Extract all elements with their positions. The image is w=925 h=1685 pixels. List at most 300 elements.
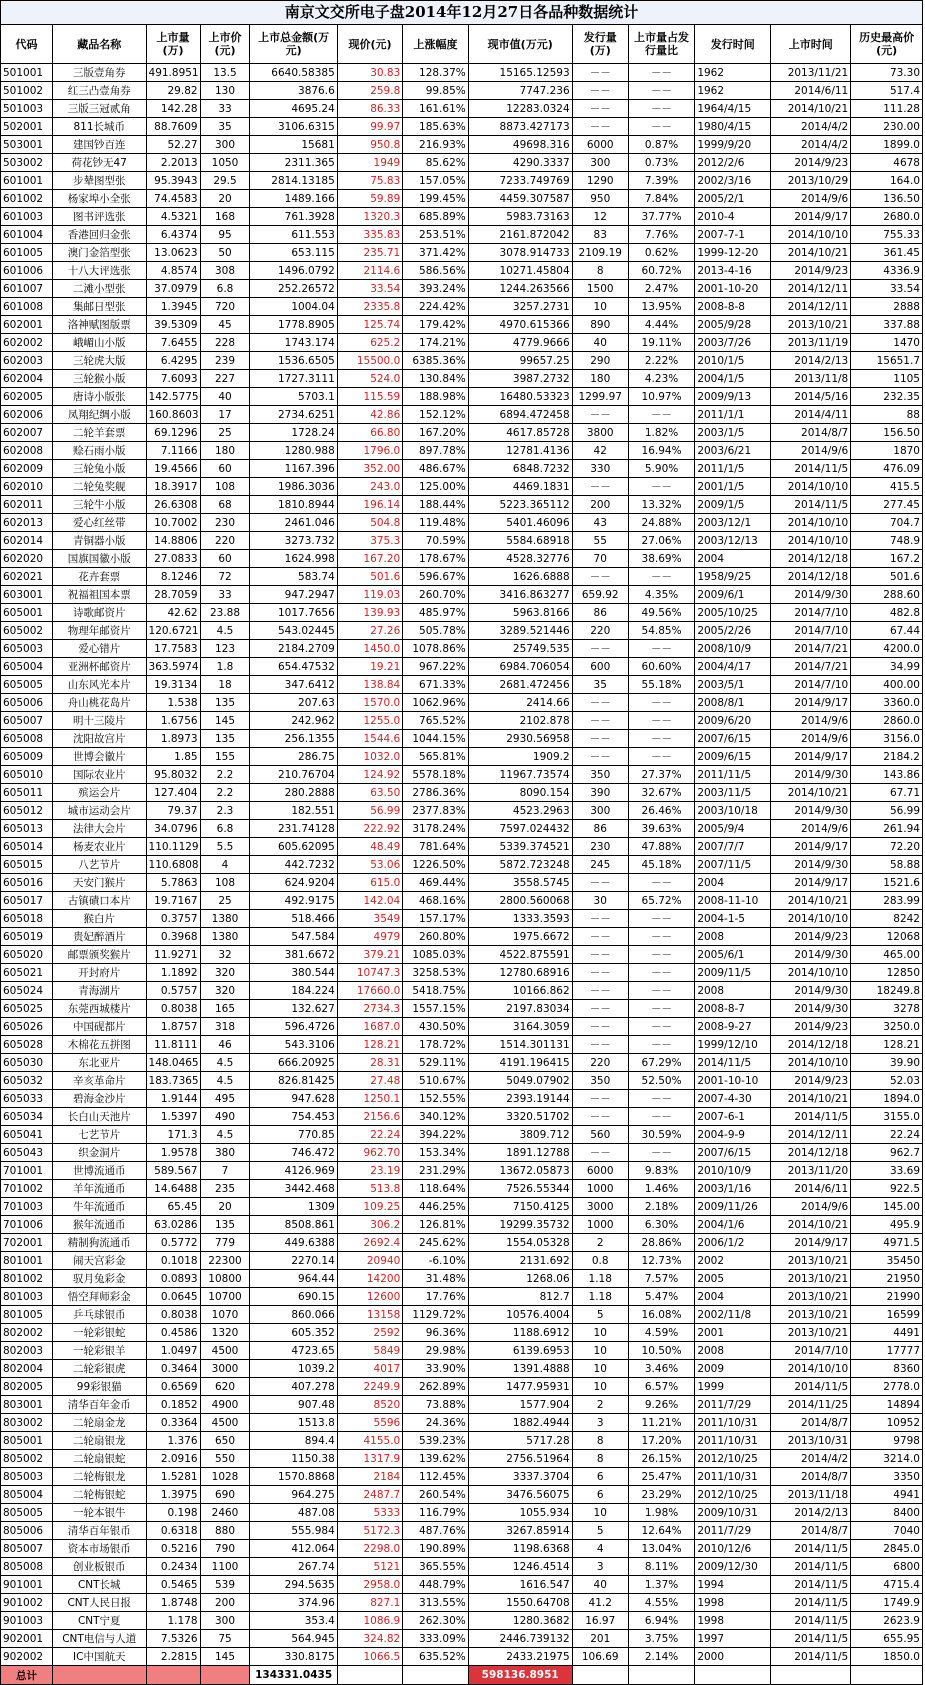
total-cell-empty — [572, 1666, 628, 1685]
cell-ratio: 23.29% — [628, 1486, 695, 1504]
cell-code: 605032 — [1, 1072, 53, 1090]
cell-market-value: 1975.6672 — [468, 928, 572, 946]
cell-listed-price: 239 — [200, 352, 250, 370]
cell-code: 501003 — [1, 100, 53, 118]
table-row — [1, 820, 923, 838]
cell-listed-price: 4.5 — [200, 1126, 250, 1144]
cell-current-price: 124.92 — [337, 766, 402, 784]
cell-listed-amount: 492.9175 — [250, 892, 337, 910]
cell-listed-price: 228 — [200, 334, 250, 352]
cell-historical-high: 232.35 — [851, 388, 923, 406]
cell-market-value: 4459.307587 — [468, 190, 572, 208]
cell-listed-qty: 0.8038 — [146, 1000, 200, 1018]
cell-current-price: 139.93 — [337, 604, 402, 622]
cell-ratio: 49.56% — [628, 604, 695, 622]
cell-ratio: －－ — [628, 748, 695, 766]
cell-market-value: 1514.301131 — [468, 1036, 572, 1054]
cell-listed-amount: 4695.24 — [250, 100, 337, 118]
cell-code: 805008 — [1, 1558, 53, 1576]
cell-name: 猴白片 — [52, 910, 146, 928]
cell-issue-date: 2003/1/5 — [695, 424, 771, 442]
cell-historical-high: 4971.5 — [851, 1234, 923, 1252]
cell-listing-date: 2014/11/25 — [771, 1396, 851, 1414]
cell-listing-date: 2014/10/21 — [771, 100, 851, 118]
cell-listed-amount: 555.984 — [250, 1522, 337, 1540]
cell-listed-qty: 13.0623 — [146, 244, 200, 262]
cell-listed-price: 60 — [200, 460, 250, 478]
cell-historical-high: 3155.0 — [851, 1108, 923, 1126]
cell-listed-price: 68 — [200, 496, 250, 514]
cell-increase: 1085.03% — [403, 946, 468, 964]
cell-market-value: 7150.4125 — [468, 1198, 572, 1216]
cell-name: 青铜器小版 — [52, 532, 146, 550]
table-row — [1, 208, 923, 226]
cell-code: 605010 — [1, 766, 53, 784]
cell-current-price: 513.8 — [337, 1180, 402, 1198]
cell-ratio: 13.04% — [628, 1540, 695, 1558]
cell-code: 803002 — [1, 1414, 53, 1432]
cell-listing-date: 2014/11/5 — [771, 1612, 851, 1630]
cell-issue-qty: －－ — [572, 928, 628, 946]
cell-listed-price: 4500 — [200, 1342, 250, 1360]
cell-issue-date: 2009/12/30 — [695, 1558, 771, 1576]
cell-current-price: 119.03 — [337, 586, 402, 604]
cell-name: 爱心错片 — [52, 640, 146, 658]
cell-historical-high: 476.09 — [851, 460, 923, 478]
cell-listing-date: 2014/10/10 — [771, 1360, 851, 1378]
cell-historical-high: 128.21 — [851, 1036, 923, 1054]
cell-listing-date: 2013/10/29 — [771, 172, 851, 190]
cell-listed-qty: 7.1166 — [146, 442, 200, 460]
cell-current-price: 22.24 — [337, 1126, 402, 1144]
cell-market-value: 12781.4136 — [468, 442, 572, 460]
cell-name: 一轮彩银蛇 — [52, 1324, 146, 1342]
cell-name: 乒乓球银币 — [52, 1306, 146, 1324]
cell-issue-date: 2001-10-20 — [695, 280, 771, 298]
cell-historical-high: 35450 — [851, 1252, 923, 1270]
cell-current-price: 23.19 — [337, 1162, 402, 1180]
table-row — [1, 1288, 923, 1306]
table-row — [1, 1000, 923, 1018]
cell-historical-high: 230.00 — [851, 118, 923, 136]
cell-historical-high: 3350 — [851, 1468, 923, 1486]
cell-market-value: 6984.706054 — [468, 658, 572, 676]
cell-historical-high: 2623.9 — [851, 1612, 923, 1630]
cell-listing-date: 2014/12/18 — [771, 550, 851, 568]
cell-listed-amount: 1004.04 — [250, 298, 337, 316]
cell-market-value: 1616.547 — [468, 1576, 572, 1594]
cell-listing-date: 2014/12/18 — [771, 1144, 851, 1162]
cell-listed-price: 720 — [200, 298, 250, 316]
cell-listed-qty: 363.5974 — [146, 658, 200, 676]
cell-increase: 85.62% — [403, 154, 468, 172]
cell-issue-date: 2005/9/28 — [695, 316, 771, 334]
cell-listed-amount: 907.48 — [250, 1396, 337, 1414]
cell-listed-qty: 0.6569 — [146, 1378, 200, 1396]
cell-listed-amount: 654.47532 — [250, 658, 337, 676]
cell-issue-date: 2009/6/1 — [695, 586, 771, 604]
cell-listed-price: 20 — [200, 190, 250, 208]
cell-listing-date: 2014/12/11 — [771, 298, 851, 316]
cell-issue-qty: 40 — [572, 1576, 628, 1594]
cell-listing-date: 2013/10/21 — [771, 1252, 851, 1270]
cell-code: 605015 — [1, 856, 53, 874]
table-row — [1, 694, 923, 712]
cell-listed-price: 145 — [200, 712, 250, 730]
cell-issue-date: 1999 — [695, 1378, 771, 1396]
cell-listed-qty: 7.6455 — [146, 334, 200, 352]
cell-current-price: 1032.0 — [337, 748, 402, 766]
total-cell-empty — [403, 1666, 468, 1685]
cell-current-price: 625.2 — [337, 334, 402, 352]
cell-listed-price: 200 — [200, 1594, 250, 1612]
table-row — [1, 676, 923, 694]
cell-ratio: 13.32% — [628, 496, 695, 514]
cell-increase: 5578.18% — [403, 766, 468, 784]
cell-listed-amount: 1150.38 — [250, 1450, 337, 1468]
cell-increase: 586.56% — [403, 262, 468, 280]
cell-name: 舟山桃花岛片 — [52, 694, 146, 712]
cell-name: 二滩小型张 — [52, 280, 146, 298]
cell-code: 605001 — [1, 604, 53, 622]
cell-historical-high: 67.71 — [851, 784, 923, 802]
cell-listed-qty: 2.2815 — [146, 1648, 200, 1666]
cell-listed-amount: 280.2888 — [250, 784, 337, 802]
cell-market-value: 8090.154 — [468, 784, 572, 802]
cell-ratio: 27.06% — [628, 532, 695, 550]
cell-current-price: 30.83 — [337, 64, 402, 82]
cell-market-value: 2414.66 — [468, 694, 572, 712]
cell-current-price: 1796.0 — [337, 442, 402, 460]
cell-ratio: －－ — [628, 946, 695, 964]
cell-listed-amount: 330.8175 — [250, 1648, 337, 1666]
cell-market-value: 4970.615366 — [468, 316, 572, 334]
cell-increase: 118.64% — [403, 1180, 468, 1198]
cell-market-value: 4522.875591 — [468, 946, 572, 964]
table-row — [1, 172, 923, 190]
cell-listed-price: 4.5 — [200, 1072, 250, 1090]
cell-ratio: 55.18% — [628, 676, 695, 694]
cell-listed-price: 1028 — [200, 1468, 250, 1486]
cell-name: 凤翔纪绸小版 — [52, 406, 146, 424]
cell-ratio: －－ — [628, 64, 695, 82]
cell-listing-date: 2014/9/23 — [771, 928, 851, 946]
cell-market-value: 1244.263566 — [468, 280, 572, 298]
cell-listed-amount: 543.02445 — [250, 622, 337, 640]
cell-ratio: －－ — [628, 694, 695, 712]
cell-issue-qty: 201 — [572, 1630, 628, 1648]
cell-market-value: 7233.749769 — [468, 172, 572, 190]
cell-ratio: 54.85% — [628, 622, 695, 640]
cell-listed-amount: 1570.8868 — [250, 1468, 337, 1486]
cell-code: 605041 — [1, 1126, 53, 1144]
cell-name: 资本市场银币 — [52, 1540, 146, 1558]
cell-listed-qty: 26.6308 — [146, 496, 200, 514]
table-row — [1, 1342, 923, 1360]
cell-issue-qty: －－ — [572, 712, 628, 730]
cell-listing-date: 2013/11/20 — [771, 1162, 851, 1180]
cell-listed-qty: 95.3943 — [146, 172, 200, 190]
cell-listed-qty: 5.7863 — [146, 874, 200, 892]
cell-code: 602009 — [1, 460, 53, 478]
cell-name: 图书评选张 — [52, 208, 146, 226]
cell-increase: 178.67% — [403, 550, 468, 568]
cell-code: 605025 — [1, 1000, 53, 1018]
cell-name: 集邮日型张 — [52, 298, 146, 316]
cell-increase: 190.89% — [403, 1540, 468, 1558]
cell-issue-qty: 10 — [572, 1504, 628, 1522]
cell-issue-qty: 2109.19 — [572, 244, 628, 262]
cell-issue-qty: 42 — [572, 442, 628, 460]
cell-current-price: 14200 — [337, 1270, 402, 1288]
cell-issue-qty: －－ — [572, 1036, 628, 1054]
cell-listed-price: 1050 — [200, 154, 250, 172]
cell-listed-price: 168 — [200, 208, 250, 226]
cell-listed-qty: 110.1129 — [146, 838, 200, 856]
cell-issue-date: 2003/12/1 — [695, 514, 771, 532]
cell-historical-high: 755.33 — [851, 226, 923, 244]
cell-issue-qty: 1000 — [572, 1216, 628, 1234]
cell-listed-amount: 583.74 — [250, 568, 337, 586]
cell-listed-qty: 183.7365 — [146, 1072, 200, 1090]
cell-listing-date: 2013/10/21 — [771, 1324, 851, 1342]
cell-current-price: 235.71 — [337, 244, 402, 262]
cell-listed-qty: 160.8603 — [146, 406, 200, 424]
table-row — [1, 1396, 923, 1414]
cell-historical-high: 1521.6 — [851, 874, 923, 892]
cell-market-value: 2102.878 — [468, 712, 572, 730]
cell-issue-qty: 3000 — [572, 1198, 628, 1216]
cell-current-price: 1066.5 — [337, 1648, 402, 1666]
cell-listed-qty: 491.8951 — [146, 64, 200, 82]
cell-market-value: 3078.914733 — [468, 244, 572, 262]
cell-ratio: －－ — [628, 964, 695, 982]
cell-market-value: 1198.6368 — [468, 1540, 572, 1558]
table-row — [1, 856, 923, 874]
cell-current-price: 2156.6 — [337, 1108, 402, 1126]
cell-historical-high: 18249.8 — [851, 982, 923, 1000]
cell-issue-date: 2007-4-30 — [695, 1090, 771, 1108]
cell-listed-price: 227 — [200, 370, 250, 388]
cell-current-price: 128.21 — [337, 1036, 402, 1054]
cell-issue-date: 2008-8-8 — [695, 298, 771, 316]
total-cell-empty — [851, 1666, 923, 1685]
cell-name: 清华百年银币 — [52, 1522, 146, 1540]
cell-ratio: 5.47% — [628, 1288, 695, 1306]
cell-current-price: 504.8 — [337, 514, 402, 532]
cell-issue-qty: 10 — [572, 1360, 628, 1378]
cell-listed-price: 35 — [200, 118, 250, 136]
cell-listed-qty: 1.5281 — [146, 1468, 200, 1486]
cell-current-price: 2249.9 — [337, 1378, 402, 1396]
cell-issue-qty: －－ — [572, 568, 628, 586]
table-row — [1, 64, 923, 82]
cell-market-value: 1626.6888 — [468, 568, 572, 586]
cell-listed-qty: 2.2013 — [146, 154, 200, 172]
total-cell-empty — [200, 1666, 250, 1685]
cell-historical-high: 2888 — [851, 298, 923, 316]
cell-listing-date: 2014/10/10 — [771, 532, 851, 550]
cell-listed-qty: 69.1296 — [146, 424, 200, 442]
cell-historical-high: 136.50 — [851, 190, 923, 208]
cell-increase: 1062.96% — [403, 694, 468, 712]
cell-issue-qty: 12 — [572, 208, 628, 226]
cell-listed-price: 7 — [200, 1162, 250, 1180]
cell-code: 605008 — [1, 730, 53, 748]
cell-market-value: 6894.472458 — [468, 406, 572, 424]
cell-ratio: 2.47% — [628, 280, 695, 298]
cell-listed-price: 6.8 — [200, 820, 250, 838]
cell-listed-price: 690 — [200, 1486, 250, 1504]
cell-increase: 448.79% — [403, 1576, 468, 1594]
cell-issue-date: 1999/9/20 — [695, 136, 771, 154]
cell-code: 602014 — [1, 532, 53, 550]
cell-listed-amount: 564.945 — [250, 1630, 337, 1648]
cell-listed-qty: 74.4583 — [146, 190, 200, 208]
cell-listed-price: 2.2 — [200, 766, 250, 784]
cell-listing-date: 2014/2/13 — [771, 1504, 851, 1522]
table-row — [1, 550, 923, 568]
table-row — [1, 388, 923, 406]
cell-current-price: 222.92 — [337, 820, 402, 838]
cell-code: 605007 — [1, 712, 53, 730]
cell-ratio: 13.95% — [628, 298, 695, 316]
cell-listed-amount: 1536.6505 — [250, 352, 337, 370]
cell-historical-high: 482.8 — [851, 604, 923, 622]
cell-listed-qty: 18.3917 — [146, 478, 200, 496]
cell-issue-qty: －－ — [572, 640, 628, 658]
cell-code: 701003 — [1, 1198, 53, 1216]
cell-listed-qty: 42.62 — [146, 604, 200, 622]
cell-historical-high: 4200.0 — [851, 640, 923, 658]
cell-ratio: －－ — [628, 406, 695, 424]
cell-name: 法律大会片 — [52, 820, 146, 838]
cell-name: 三轮猴小版 — [52, 370, 146, 388]
cell-historical-high: 22.24 — [851, 1126, 923, 1144]
cell-historical-high: 8242 — [851, 910, 923, 928]
cell-name: 赊石雨小版 — [52, 442, 146, 460]
cell-listed-amount: 624.9204 — [250, 874, 337, 892]
cell-increase: 262.89% — [403, 1378, 468, 1396]
cell-historical-high: 1470 — [851, 334, 923, 352]
cell-ratio: 52.50% — [628, 1072, 695, 1090]
cell-listing-date: 2014/9/17 — [771, 748, 851, 766]
cell-issue-date: 1998 — [695, 1612, 771, 1630]
cell-issue-date: 2011/10/31 — [695, 1468, 771, 1486]
cell-increase: 128.37% — [403, 64, 468, 82]
cell-issue-date: 2011/10/31 — [695, 1432, 771, 1450]
cell-increase: 17.76% — [403, 1288, 468, 1306]
cell-ratio: 6.57% — [628, 1378, 695, 1396]
cell-increase: 253.51% — [403, 226, 468, 244]
cell-increase: 1078.86% — [403, 640, 468, 658]
cell-issue-qty: 30 — [572, 892, 628, 910]
cell-ratio: 7.76% — [628, 226, 695, 244]
cell-listed-price: 25 — [200, 892, 250, 910]
cell-increase: 510.67% — [403, 1072, 468, 1090]
cell-current-price: 4979 — [337, 928, 402, 946]
cell-issue-date: 2008-9-27 — [695, 1018, 771, 1036]
table-row — [1, 1198, 923, 1216]
cell-ratio: 32.67% — [628, 784, 695, 802]
cell-ratio: 7.39% — [628, 172, 695, 190]
cell-increase: 262.30% — [403, 1612, 468, 1630]
cell-code: 501001 — [1, 64, 53, 82]
cell-market-value: 10166.862 — [468, 982, 572, 1000]
cell-increase: 1044.15% — [403, 730, 468, 748]
cell-increase: 33.90% — [403, 1360, 468, 1378]
cell-listed-price: 50 — [200, 244, 250, 262]
cell-listed-amount: 1309 — [250, 1198, 337, 1216]
cell-issue-qty: －－ — [572, 946, 628, 964]
cell-listing-date: 2014/9/30 — [771, 946, 851, 964]
cell-listed-qty: 14.6488 — [146, 1180, 200, 1198]
cell-name: CNT人民日报 — [52, 1594, 146, 1612]
cell-code: 805004 — [1, 1486, 53, 1504]
cell-market-value: 2756.51964 — [468, 1450, 572, 1468]
cell-listing-date: 2013/11/8 — [771, 370, 851, 388]
cell-increase: 485.97% — [403, 604, 468, 622]
cell-ratio: 0.87% — [628, 136, 695, 154]
cell-code: 805006 — [1, 1522, 53, 1540]
cell-name: 三轮兔小版 — [52, 460, 146, 478]
col-header-historical-high: 历史最高价(元) — [851, 25, 923, 64]
cell-issue-date: 2011/1/5 — [695, 460, 771, 478]
cell-name: 悟空拜师彩金 — [52, 1288, 146, 1306]
cell-name: 开封府片 — [52, 964, 146, 982]
cell-ratio: 2.22% — [628, 352, 695, 370]
cell-increase: 365.55% — [403, 1558, 468, 1576]
cell-market-value: 2197.83034 — [468, 1000, 572, 1018]
cell-issue-qty: －－ — [572, 730, 628, 748]
cell-listing-date: 2014/10/10 — [771, 910, 851, 928]
cell-listed-qty: 0.1018 — [146, 1252, 200, 1270]
cell-issue-date: 2002 — [695, 1252, 771, 1270]
cell-current-price: 66.80 — [337, 424, 402, 442]
cell-issue-qty: 1299.97 — [572, 388, 628, 406]
cell-historical-high: 261.94 — [851, 820, 923, 838]
cell-listed-price: 235 — [200, 1180, 250, 1198]
cell-listed-amount: 442.7232 — [250, 856, 337, 874]
cell-issue-qty: 220 — [572, 1054, 628, 1072]
cell-increase: 185.63% — [403, 118, 468, 136]
cell-ratio: －－ — [628, 712, 695, 730]
cell-listed-amount: 754.453 — [250, 1108, 337, 1126]
cell-listing-date: 2014/11/5 — [771, 460, 851, 478]
cell-issue-qty: 230 — [572, 838, 628, 856]
cell-current-price: 335.83 — [337, 226, 402, 244]
cell-listed-amount: 184.224 — [250, 982, 337, 1000]
cell-issue-date: 2001-10-10 — [695, 1072, 771, 1090]
table-row — [1, 1468, 923, 1486]
cell-listed-qty: 142.28 — [146, 100, 200, 118]
cell-historical-high: 517.4 — [851, 82, 923, 100]
cell-ratio: 26.46% — [628, 802, 695, 820]
cell-listed-amount: 242.962 — [250, 712, 337, 730]
cell-historical-high: 9798 — [851, 1432, 923, 1450]
cell-listed-price: 1.8 — [200, 658, 250, 676]
cell-current-price: 75.83 — [337, 172, 402, 190]
cell-issue-qty: －－ — [572, 1090, 628, 1108]
cell-market-value: 2446.739132 — [468, 1630, 572, 1648]
total-label: 总计 — [1, 1666, 53, 1685]
cell-listed-qty: 0.8038 — [146, 1306, 200, 1324]
cell-ratio: 1.98% — [628, 1504, 695, 1522]
cell-listed-price: 10800 — [200, 1270, 250, 1288]
cell-increase: 161.61% — [403, 100, 468, 118]
cell-name: 步辇图型张 — [52, 172, 146, 190]
cell-listed-qty: 4.8574 — [146, 262, 200, 280]
